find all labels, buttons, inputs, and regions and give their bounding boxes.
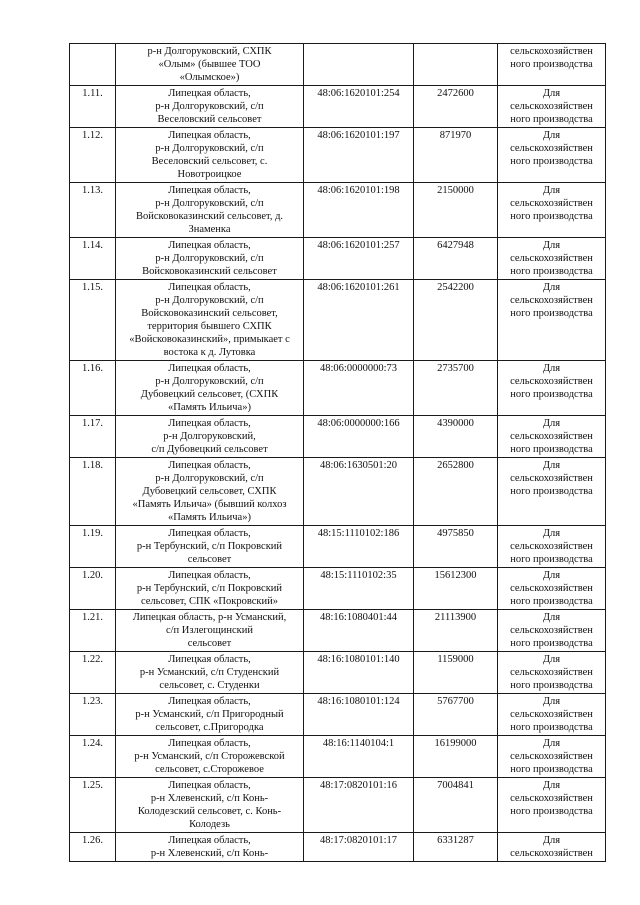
address-cell: Липецкая область, р-н Усманский, с/п Пригородный сельсовет, с.Пригородка — [116, 694, 304, 736]
area-cell: 4390000 — [414, 416, 498, 458]
table-row — [70, 694, 606, 736]
table-row — [70, 416, 606, 458]
land-plots-table — [69, 43, 606, 862]
cadastral-number-cell: 48:06:1620101:254 — [304, 86, 414, 128]
cadastral-number-cell: 48:06:1620101:257 — [304, 238, 414, 280]
purpose-cell: Для сельскохозяйствен ного производства — [498, 280, 606, 361]
table-row — [70, 736, 606, 778]
cadastral-number-cell: 48:16:1080101:124 — [304, 694, 414, 736]
table-row — [70, 652, 606, 694]
purpose-cell: Для сельскохозяйствен ного производства — [498, 568, 606, 610]
cadastral-number-cell: 48:06:1620101:261 — [304, 280, 414, 361]
row-number-cell: 1.26. — [70, 833, 116, 862]
cadastral-number-cell: 48:16:1080101:140 — [304, 652, 414, 694]
purpose-cell: Для сельскохозяйствен ного производства — [498, 778, 606, 833]
cadastral-number-cell: 48:17:0820101:17 — [304, 833, 414, 862]
area-cell: 7004841 — [414, 778, 498, 833]
address-cell: Липецкая область, р-н Долгоруковский, с/п Войсковоказинский сельсовет, территория бывшего СХПК «Войсковоказинский», примыкает с востока к д. Лутовка — [116, 280, 304, 361]
address-cell: Липецкая область, р-н Усманский, с/п Излегощинский сельсовет — [116, 610, 304, 652]
row-number-cell: 1.22. — [70, 652, 116, 694]
table-row — [70, 568, 606, 610]
cadastral-number-cell: 48:16:1140104:1 — [304, 736, 414, 778]
purpose-cell: Для сельскохозяйствен ного производства — [498, 86, 606, 128]
purpose-cell: Для сельскохозяйствен ного производства — [498, 416, 606, 458]
address-cell: Липецкая область, р-н Тербунский, с/п Покровский сельсовет, СПК «Покровский» — [116, 568, 304, 610]
area-cell: 871970 — [414, 128, 498, 183]
row-number-cell: 1.23. — [70, 694, 116, 736]
purpose-cell: Для сельскохозяйствен ного производства — [498, 361, 606, 416]
cadastral-number-cell: 48:15:1110102:186 — [304, 526, 414, 568]
address-cell: Липецкая область, р-н Долгоруковский, с/п Дубовецкий сельсовет, (СХПК «Память Ильича») — [116, 361, 304, 416]
purpose-cell: Для сельскохозяйствен ного производства — [498, 736, 606, 778]
purpose-cell: Для сельскохозяйствен ного производства — [498, 526, 606, 568]
area-cell: 5767700 — [414, 694, 498, 736]
row-number-cell: 1.11. — [70, 86, 116, 128]
address-cell: Липецкая область, р-н Хлевенский, с/п Конь- Колодезский сельсовет, с. Конь- Колодезь — [116, 778, 304, 833]
table-row — [70, 833, 606, 862]
area-cell: 1159000 — [414, 652, 498, 694]
address-cell: Липецкая область, р-н Долгоруковский, с/п Веселовский сельсовет, с. Новотроицкое — [116, 128, 304, 183]
area-cell: 2472600 — [414, 86, 498, 128]
purpose-cell: Для сельскохозяйствен ного производства — [498, 458, 606, 526]
purpose-cell: сельскохозяйствен ного производства — [498, 44, 606, 86]
address-cell: Липецкая область, р-н Долгоруковский, с/п Дубовецкий сельсовет, СХПК «Память Ильича» (бывший колхоз «Память Ильича») — [116, 458, 304, 526]
address-cell: Липецкая область, р-н Долгоруковский, с/п Войсковоказинский сельсовет — [116, 238, 304, 280]
area-cell: 2150000 — [414, 183, 498, 238]
purpose-cell: Для сельскохозяйствен ного производства — [498, 610, 606, 652]
cadastral-number-cell: 48:06:0000000:73 — [304, 361, 414, 416]
row-number-cell: 1.17. — [70, 416, 116, 458]
area-cell: 15612300 — [414, 568, 498, 610]
table-row — [70, 361, 606, 416]
area-cell: 2735700 — [414, 361, 498, 416]
table-row — [70, 183, 606, 238]
purpose-cell: Для сельскохозяйствен ного производства — [498, 652, 606, 694]
purpose-cell: Для сельскохозяйствен ного производства — [498, 694, 606, 736]
cadastral-number-cell: 48:17:0820101:16 — [304, 778, 414, 833]
table-row — [70, 610, 606, 652]
address-cell: Липецкая область, р-н Долгоруковский, с/п Дубовецкий сельсовет — [116, 416, 304, 458]
address-cell: Липецкая область, р-н Долгоруковский, с/п Веселовский сельсовет — [116, 86, 304, 128]
area-cell — [414, 44, 498, 86]
row-number-cell: 1.20. — [70, 568, 116, 610]
table-row — [70, 86, 606, 128]
address-cell: Липецкая область, р-н Хлевенский, с/п Конь- — [116, 833, 304, 862]
row-number-cell: 1.19. — [70, 526, 116, 568]
row-number-cell: 1.14. — [70, 238, 116, 280]
table-row — [70, 778, 606, 833]
address-cell: Липецкая область, р-н Усманский, с/п Сторожевской сельсовет, с.Сторожевое — [116, 736, 304, 778]
row-number-cell: 1.13. — [70, 183, 116, 238]
address-cell: Липецкая область, р-н Усманский, с/п Студенский сельсовет, с. Студенки — [116, 652, 304, 694]
row-number-cell: 1.16. — [70, 361, 116, 416]
cadastral-number-cell: 48:06:1620101:198 — [304, 183, 414, 238]
area-cell: 2542200 — [414, 280, 498, 361]
purpose-cell: Для сельскохозяйствен ного производства — [498, 183, 606, 238]
area-cell: 21113900 — [414, 610, 498, 652]
area-cell: 16199000 — [414, 736, 498, 778]
row-number-cell: 1.18. — [70, 458, 116, 526]
address-cell: р-н Долгоруковский, СХПК «Олым» (бывшее ТОО «Олымское») — [116, 44, 304, 86]
table-row — [70, 128, 606, 183]
row-number-cell: 1.25. — [70, 778, 116, 833]
cadastral-number-cell — [304, 44, 414, 86]
cadastral-number-cell: 48:06:1630501:20 — [304, 458, 414, 526]
table-row — [70, 458, 606, 526]
cadastral-number-cell: 48:06:0000000:166 — [304, 416, 414, 458]
table-body — [70, 44, 606, 862]
cadastral-number-cell: 48:15:1110102:35 — [304, 568, 414, 610]
area-cell: 6427948 — [414, 238, 498, 280]
cadastral-number-cell: 48:16:1080401:44 — [304, 610, 414, 652]
row-number-cell — [70, 44, 116, 86]
row-number-cell: 1.24. — [70, 736, 116, 778]
table-row — [70, 44, 606, 86]
address-cell: Липецкая область, р-н Тербунский, с/п Покровский сельсовет — [116, 526, 304, 568]
purpose-cell: Для сельскохозяйствен — [498, 833, 606, 862]
cadastral-number-cell: 48:06:1620101:197 — [304, 128, 414, 183]
area-cell: 2652800 — [414, 458, 498, 526]
address-cell: Липецкая область, р-н Долгоруковский, с/п Войсковоказинский сельсовет, д. Знаменка — [116, 183, 304, 238]
row-number-cell: 1.21. — [70, 610, 116, 652]
table-row — [70, 526, 606, 568]
purpose-cell: Для сельскохозяйствен ного производства — [498, 128, 606, 183]
row-number-cell: 1.15. — [70, 280, 116, 361]
table-row — [70, 280, 606, 361]
area-cell: 6331287 — [414, 833, 498, 862]
table-row — [70, 238, 606, 280]
row-number-cell: 1.12. — [70, 128, 116, 183]
purpose-cell: Для сельскохозяйствен ного производства — [498, 238, 606, 280]
area-cell: 4975850 — [414, 526, 498, 568]
